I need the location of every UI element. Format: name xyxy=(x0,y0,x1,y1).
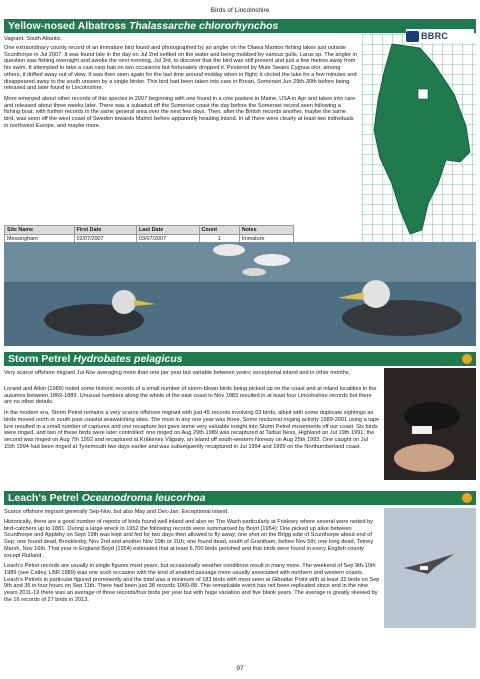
species-account-albatross xyxy=(4,45,358,133)
paragraph: One extraordinary county record of an immature bird found and photographed by an angler on the Olawa Manton fishing lakes just outside Scunthorpe in Jul 2007. It was found late in the day on Jul 2nd settled on the water and being mobbed by various gulls, Larus sp. The angler in question was fishing overnight and awoke the next morning, Jul 3rd, to discover that the bird was still present and just a few metres away from his swim. It attempted to take a cast carp bait on two occasions but fortunately dropped it. Pestered by Mute Swans Cygnus olor, among others, it drifted away out of view. It was then seen again for the last time around midday when in flight; it circled the lake for a few minutes and disappeared away to the south unseen by a single birder. This bird had been taken into care in Brean, Somerset Jun 29th-30th before being released and later found in Lincolnshire. xyxy=(4,45,357,92)
species-status: Scarce offshore migrant generally Sep-Nov, but also May and Dec-Jan. Exceptional inland. xyxy=(4,509,229,515)
status-dot-icon xyxy=(462,354,472,364)
paragraph: More emerged about other records of this species in 2007 beginning with one found in a cow pasture in Maine, USA in Apr and taken into care and released about three weeks later. There was a subadult off the Somerset coast the day before the Somerset record seen following a fishing boat, with further records in the same general area over the next few days. Then, after the British records another, maybe the same bird, was seen off the west coast of Sweden towards Malmö before apparently heading inland. In all there were clearly at least two individuals in northwest Europe, and maybe more. xyxy=(4,95,356,129)
col-last-date: Last Date xyxy=(137,226,200,235)
col-count: Count xyxy=(199,226,239,235)
species-account-leachs-petrel xyxy=(4,519,380,607)
species-latin: Oceanodroma leucorhoa xyxy=(81,492,206,504)
record-square xyxy=(418,89,428,99)
albatross-photo-strip xyxy=(4,242,476,346)
paragraph: Historically, there are a good number of reports of birds found well inland and also on The Wash particularly at Friskney where several were netted by bird-catchers up to 1881. During a large wreck in 1952 the following records were summarised by Boyd (1954): One picked up alive between Scunthorpe and Appleby on Sept 19th was kept and fed for two days then allowed to fly away; one shot on the Brigg side of Scunthorpe about end of Sep; one found dead, Brocklesby, Nov 2nd and another Nov 10th or 11th; one found dead, south of Grantham, before Nov 5th; one long dead, Tetney Marsh, Nov 16th. That year in England Boyd (1954) estimated that at least 6,700 birds perished and that birds were found in every English county except Rutland. xyxy=(4,519,374,559)
storm-petrel-photo xyxy=(384,368,476,480)
species-latin: Hydrobates pelagicus xyxy=(73,353,183,365)
bbrc-bird-icon xyxy=(406,31,419,42)
species-status: Vagrant. South Atlantic. xyxy=(4,36,63,42)
species-status: Very scarce offshore migrant Jul-Nov averaging more than one per year but variable between years; exceptional inland and in other months. xyxy=(4,370,351,376)
col-notes: Notes xyxy=(239,226,293,235)
species-name: Yellow-nosed Albatross xyxy=(8,20,127,32)
logo-text: BBRC xyxy=(421,31,449,41)
species-name: Leach's Petrel xyxy=(8,492,79,504)
albatross-photo xyxy=(4,242,476,346)
species-name: Storm Petrel xyxy=(8,353,71,365)
cell-last-date: 03/07/2007 xyxy=(137,235,200,244)
species-account-storm-petrel xyxy=(4,386,380,454)
col-site-name: Site Name xyxy=(5,226,75,235)
logo xyxy=(406,29,474,43)
col-first-date: First Date xyxy=(74,226,137,235)
cell-notes: Immature xyxy=(239,235,293,244)
paragraph: Lorand and Atkin (1989) noted some historic records of a small number of storm-blown birds being picked up on the coast and at inland localities in the autumns between 1869-1889. Unusual numbers along the whole of the east coast in Nov 1883 resulted in at least four Lincolnshire records but there are no other details. xyxy=(4,386,377,406)
species-title-bar-leachs-petrel xyxy=(4,491,476,505)
distribution-map xyxy=(362,34,476,244)
paragraph: Leach's Petrel records are usually in single figures most years, but occasionally weather conditions result in many more. The weekend of Sep 9th-10th 1989 (see Catley, LBR 1989) was one such occasion with the kind of seabird passage more usually associated with northern and western coasts. Leach's Petrels in particular figured prominently and the total was a minimum of 183 birds with most seen at Gibraltar Point with at least 32 birds on Sep 9th and 35 in four hours on Sep 11th. There had been just 38 records 1960-88. This remarkable event has not been replicated since and in the nine years 2011-19 there was an average of three records/four birds per year but with huge variation and five blank years. The average is greatly skewed by the 16 records of 27 birds in 2013. xyxy=(4,563,380,603)
species-latin: Thalassarche chlororhynchos xyxy=(128,20,279,32)
leachs-petrel-photo xyxy=(384,508,476,628)
cell-site: Messingham xyxy=(5,235,75,244)
status-dot-icon xyxy=(462,493,472,503)
page-number: 97 xyxy=(236,665,244,672)
cell-first-date: 02/07/2007 xyxy=(74,235,137,244)
cell-count: 1 xyxy=(199,235,239,244)
paragraph: In the modern era, Storm Petrel remains a very scarce offshore migrant with just 45 records involving 63 birds, albeit with some duplicate sightings as birds moved north or south past coastal seawatching sites. The most in any one year was three. Some nocturnal ringing activity 1989-2001 using a tape lure resulted in a small number of captures and one recapture but gave some very valuable insight into Storm Petrel movements off our coast. Six birds were ringed, and two of these birds were later controlled: one ringed on Aug 29th 1989 was recaptured at Tarbat Ness, Highland on Jul 19th 1991; the second was ringed on Aug 7th 1992 and recaptured at Kråkenes Vågsøy, an island off south-western Norway on Aug 25th 1993. One caught on Jul 15th 1994 had been ringed at Tynemouth two days earlier and was subsequently recaptured in Jul 1994 and 1995 on the Northumberland coast. xyxy=(4,410,380,450)
species-title-bar-storm-petrel xyxy=(4,352,476,366)
running-header: Birds of Lincolnshire xyxy=(210,7,270,14)
